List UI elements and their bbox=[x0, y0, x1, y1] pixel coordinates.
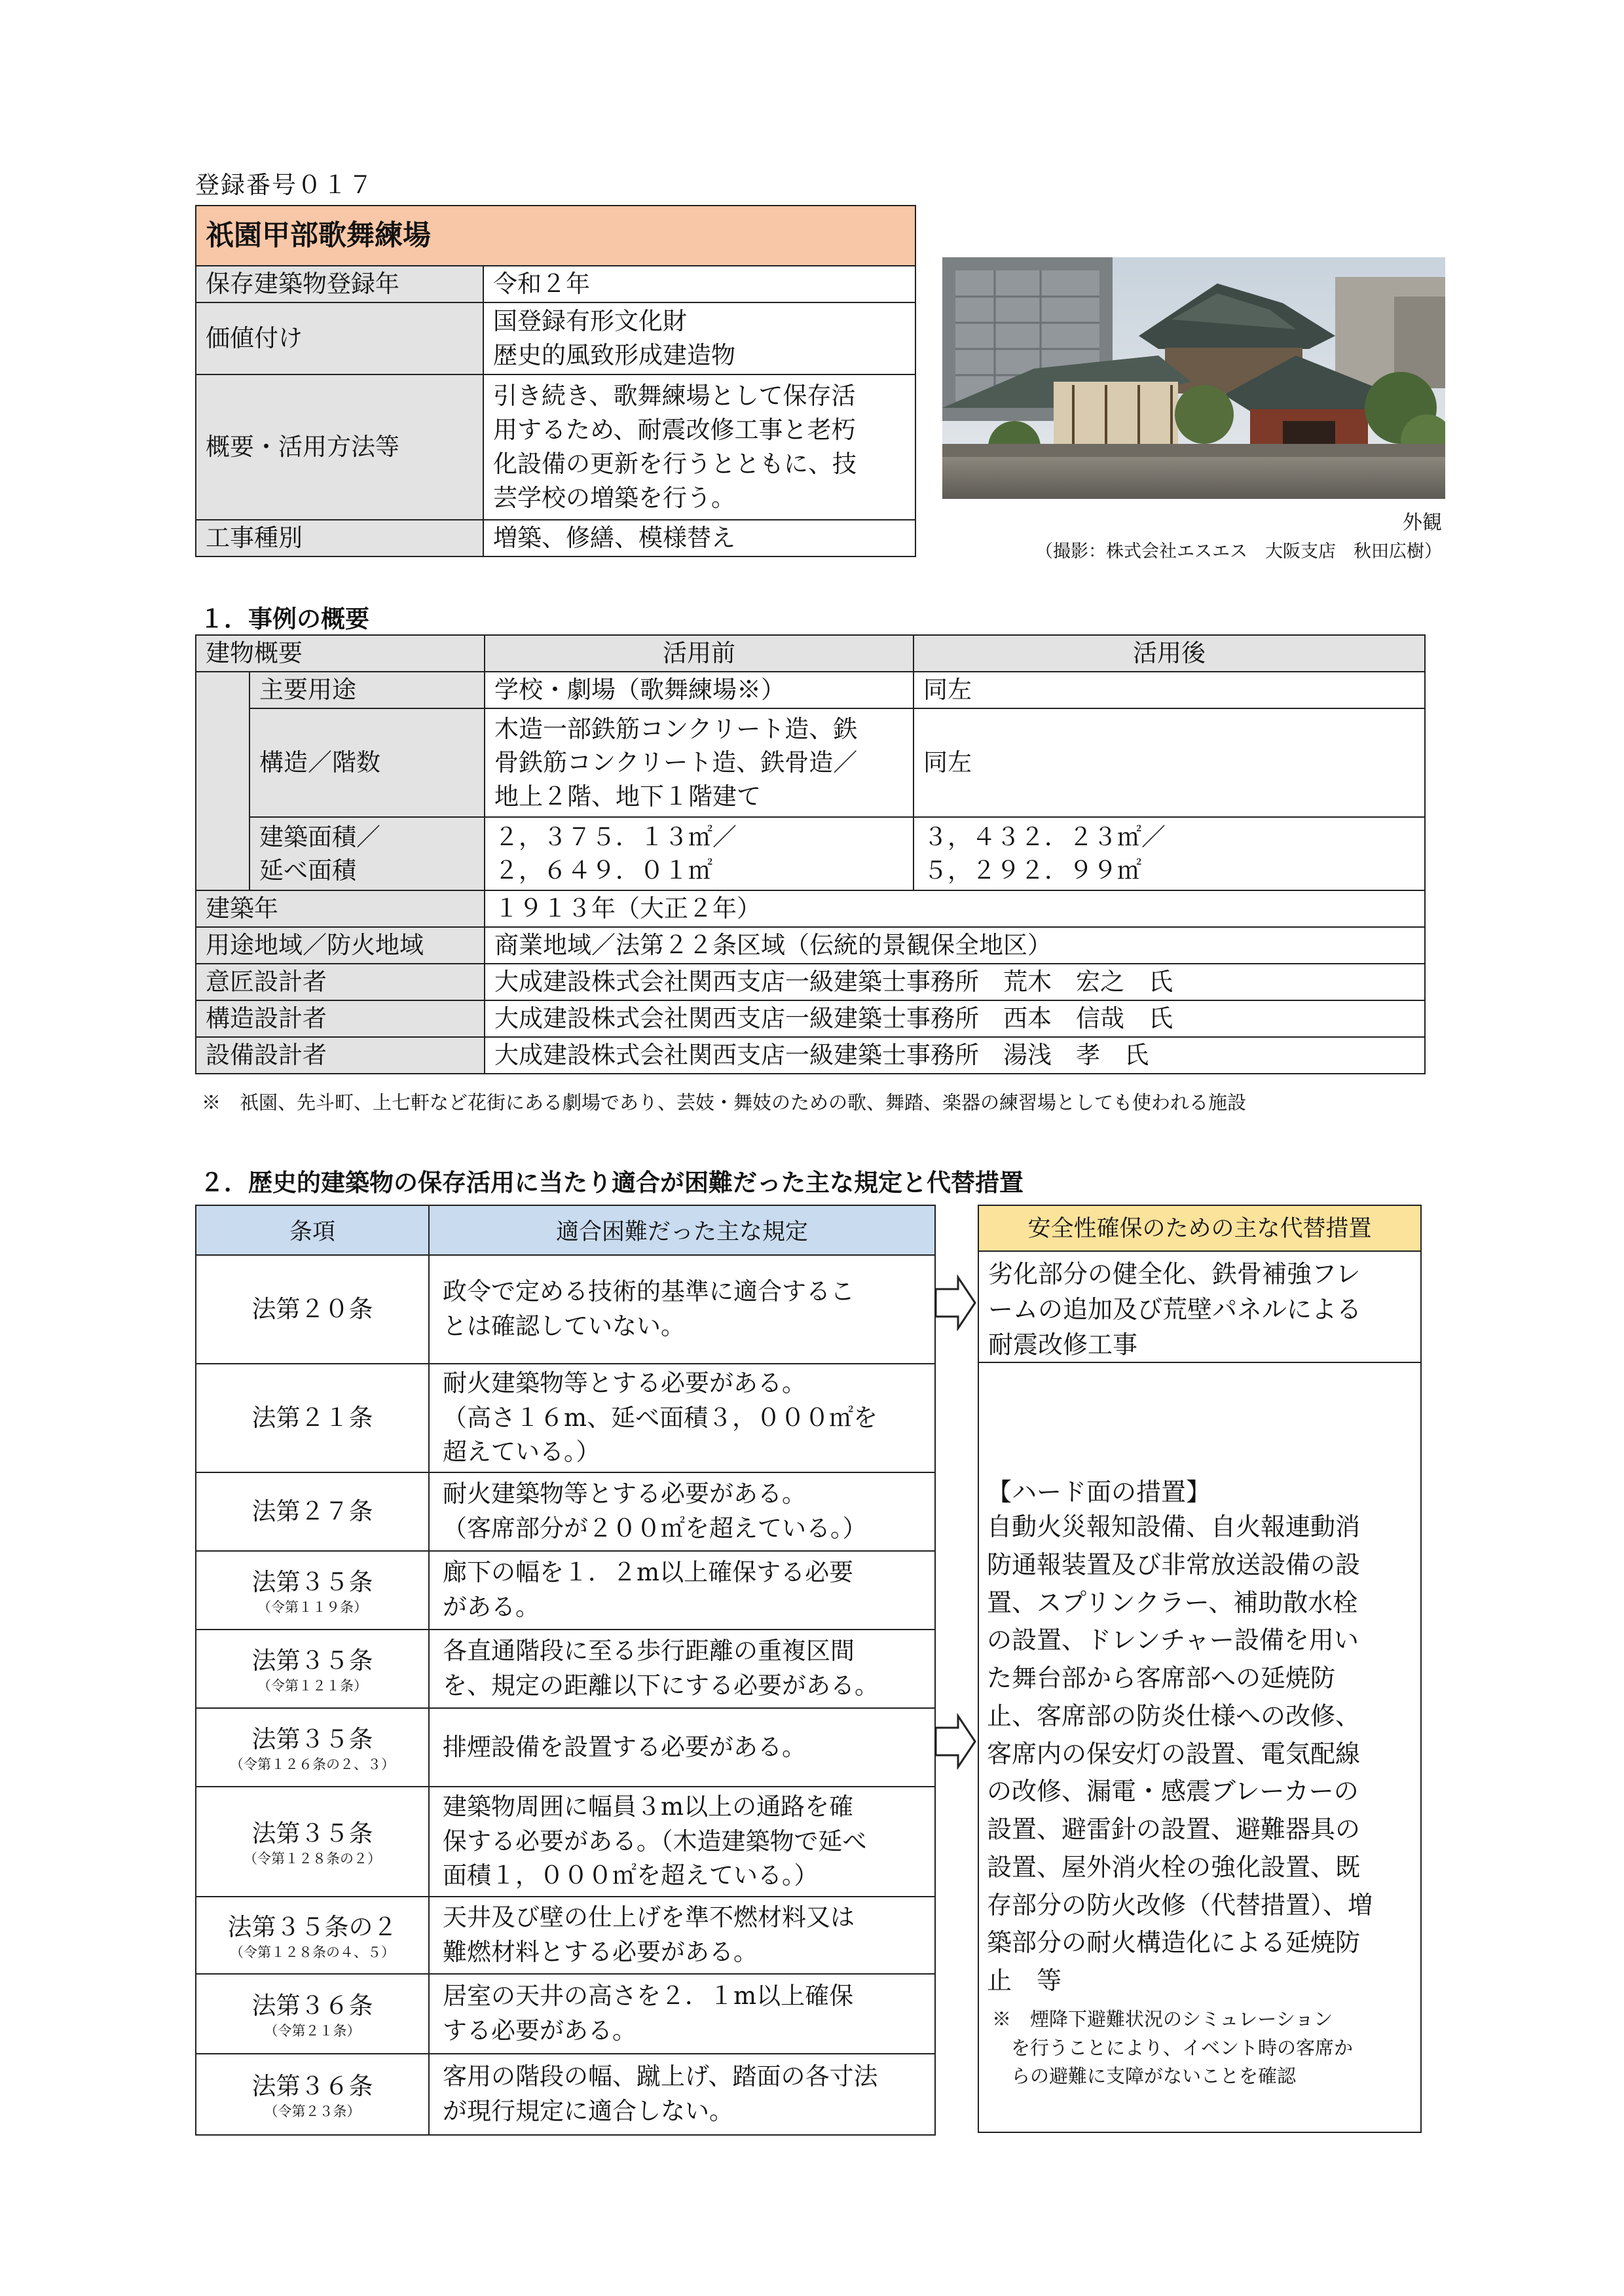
measure-line: 設置、屋外消火栓の強化設置、既 bbox=[987, 1852, 1361, 1882]
provision-row bbox=[196, 1472, 935, 1551]
header-label: 価値付け bbox=[196, 302, 483, 374]
provision-rule bbox=[429, 1630, 935, 1708]
measure-line: 設置、避雷針の設置、避難器具の bbox=[987, 1815, 1361, 1844]
article-sub: （令第１２６条の２、３） bbox=[230, 1756, 395, 1772]
rule-line: 面積１，０００㎡を超えている。） bbox=[443, 1861, 819, 1890]
column-header-before: 活用前 bbox=[485, 635, 913, 672]
column-header-article: 条項 bbox=[196, 1205, 429, 1255]
overview-before bbox=[485, 672, 913, 708]
provision-rule bbox=[429, 2054, 935, 2135]
header-table bbox=[195, 205, 916, 557]
overview-value-line: 同左 bbox=[923, 748, 972, 777]
rule-line: 客用の階段の幅、蹴上げ、踏面の各寸法 bbox=[443, 2062, 878, 2091]
simulation-note bbox=[992, 2005, 1411, 2091]
overview-label: 建築年 bbox=[196, 890, 485, 927]
provision-article bbox=[196, 1472, 429, 1551]
rule-line: がある。 bbox=[443, 1593, 540, 1621]
article-name: 法第３５条 bbox=[251, 1725, 373, 1754]
provision-row bbox=[196, 1897, 935, 1974]
overview-label: 用途地域／防火地域 bbox=[196, 927, 485, 964]
provision-row bbox=[196, 1787, 935, 1897]
rule-line: 天井及び壁の仕上げを準不燃材料又は bbox=[443, 1903, 855, 1932]
provision-article bbox=[196, 2054, 429, 2135]
article-name: 法第３６条 bbox=[251, 2072, 373, 2101]
overview-before bbox=[485, 708, 913, 817]
overview-label-line: 延べ面積 bbox=[259, 856, 356, 884]
header-value-line: 芸学校の増築を行う。 bbox=[493, 483, 735, 512]
article-name: 法第２７条 bbox=[251, 1497, 373, 1525]
overview-value: 大成建設株式会社関西支店一級建築士事務所 西本 信哉 氏 bbox=[485, 1000, 1425, 1037]
provision-article bbox=[196, 1974, 429, 2054]
overview-value-line: ２，６４９．０１㎡ bbox=[494, 856, 712, 884]
provision-rule bbox=[429, 1255, 935, 1364]
overview-value-line: ２，３７５．１３㎡／ bbox=[494, 822, 737, 851]
measure-hard-heading: 【ハード面の措置】 bbox=[987, 1478, 1211, 1506]
provision-rule bbox=[429, 1551, 935, 1630]
article-name: 法第２１条 bbox=[251, 1403, 373, 1432]
header-value bbox=[483, 374, 915, 520]
overview-label-line: 主要用途 bbox=[259, 676, 356, 704]
header-label: 概要・活用方法等 bbox=[196, 374, 483, 520]
header-value-line: 化設備の更新を行うとともに、技 bbox=[493, 450, 857, 478]
rule-line: を、規定の距離以下にする必要がある。 bbox=[443, 1671, 879, 1700]
building-title: 祇園甲部歌舞練場 bbox=[196, 206, 915, 266]
section-heading-provisions: ２．歴史的建築物の保存活用に当たり適合が困難だった主な規定と代替措置 bbox=[200, 1169, 1024, 1197]
overview-value: 商業地域／法第２２条区域（伝統的景観保全地区） bbox=[485, 927, 1425, 964]
overview-value: 大成建設株式会社関西支店一級建築士事務所 荒木 宏之 氏 bbox=[485, 964, 1425, 1000]
measure-line: の設置、ドレンチャー設備を用い bbox=[987, 1626, 1359, 1655]
overview-label bbox=[249, 708, 485, 817]
rule-line: 廊下の幅を１．２m以上確保する必要 bbox=[443, 1558, 854, 1587]
provision-rule bbox=[429, 1787, 935, 1897]
rule-line: 建築物周囲に幅員３m以上の通路を確 bbox=[443, 1793, 854, 1821]
overview-label-line: 建築面積／ bbox=[259, 822, 380, 851]
overview-value-line: 地上２階、地下１階建て bbox=[494, 782, 761, 811]
provision-rule bbox=[429, 1974, 935, 2054]
measure-line: ームの追加及び荒壁パネルによる bbox=[988, 1294, 1362, 1324]
overview-value-line: 学校・劇場（歌舞練場※） bbox=[494, 676, 785, 704]
header-value bbox=[483, 266, 915, 302]
provision-rule bbox=[429, 1364, 935, 1472]
building-exterior-photo bbox=[942, 257, 1445, 499]
rule-line: 居室の天井の高さを２．１m以上確保 bbox=[443, 1982, 854, 2011]
measure-line: 築部分の耐火構造化による延焼防 bbox=[987, 1928, 1361, 1958]
registration-number: 登録番号０１７ bbox=[195, 171, 374, 199]
measure-hard-body bbox=[987, 1508, 1414, 2000]
header-label: 工事種別 bbox=[196, 520, 483, 556]
measure-line: 防通報装置及び非常放送設備の設 bbox=[987, 1550, 1361, 1579]
overview-footnote: ※ 祇園、先斗町、上七軒など花街にある劇場であり、芸妓・舞妓のための歌、舞踏、楽器の練習場としても使われる施設 bbox=[202, 1091, 1247, 1114]
overview-label: 設備設計者 bbox=[196, 1037, 485, 1074]
measure-line: 劣化部分の健全化、鉄骨補強フレ bbox=[988, 1260, 1361, 1288]
provision-article bbox=[196, 1255, 429, 1364]
overview-value-line: 木造一部鉄筋コンクリート造、鉄 bbox=[494, 715, 858, 744]
overview-value-line: 骨鉄筋コンクリート造、鉄骨造／ bbox=[494, 748, 858, 777]
overview-value-line: 同左 bbox=[923, 676, 972, 704]
section-heading-overview: １．事例の概要 bbox=[200, 605, 369, 633]
provision-row bbox=[196, 1255, 935, 1364]
measure-seismic bbox=[978, 1250, 1422, 1363]
overview-value-line: ５，２９２．９９㎡ bbox=[923, 856, 1141, 884]
article-name: 法第３５条 bbox=[251, 1647, 373, 1675]
article-name: 法第３５条の２ bbox=[227, 1913, 397, 1942]
header-value-line: 国登録有形文化財 bbox=[493, 307, 687, 336]
overview-label bbox=[249, 672, 485, 708]
overview-label-line: 構造／階数 bbox=[259, 748, 380, 777]
article-sub: （令第１２１条） bbox=[257, 1677, 367, 1694]
article-sub: （令第１２８条の２） bbox=[244, 1850, 381, 1867]
provision-article bbox=[196, 1630, 429, 1708]
provision-rule bbox=[429, 1897, 935, 1974]
rule-line: とは確認していない。 bbox=[443, 1312, 685, 1340]
provision-row bbox=[196, 1551, 935, 1630]
overview-label: 意匠設計者 bbox=[196, 964, 485, 1000]
provision-row bbox=[196, 2054, 935, 2135]
header-value-line: 増築、修繕、模様替え bbox=[493, 524, 735, 553]
header-label: 保存建築物登録年 bbox=[196, 266, 483, 302]
measure-line: 止、客席部の防炎仕様への改修、 bbox=[987, 1701, 1361, 1730]
measure-line: 止 等 bbox=[987, 1966, 1062, 1995]
measure-line: た舞台部から客席部への延焼防 bbox=[987, 1664, 1336, 1692]
article-sub: （令第１２８条の４、５） bbox=[230, 1944, 395, 1960]
provision-rule bbox=[429, 1708, 935, 1787]
measure-hard bbox=[978, 1362, 1422, 2133]
overview-label: 構造設計者 bbox=[196, 1000, 485, 1037]
photo-caption: 外観 bbox=[1403, 511, 1442, 534]
provision-article bbox=[196, 1787, 429, 1897]
header-value-line: 令和２年 bbox=[493, 270, 590, 299]
measure-line: 耐震改修工事 bbox=[988, 1330, 1138, 1359]
article-name: 法第３５条 bbox=[251, 1568, 373, 1597]
overview-label: 建物概要 bbox=[196, 635, 485, 672]
article-name: 法第３６条 bbox=[251, 1992, 373, 2020]
provisions-table bbox=[195, 1205, 936, 2136]
rule-line: 難燃材料とする必要がある。 bbox=[443, 1938, 758, 1966]
provision-row bbox=[196, 1708, 935, 1787]
article-name: 法第２０条 bbox=[251, 1294, 373, 1323]
rule-line: する必要がある。 bbox=[443, 2016, 637, 2045]
rule-line: が現行規定に適合しない。 bbox=[443, 2097, 733, 2125]
measure-line: 客席内の保安灯の設置、電気配線 bbox=[987, 1739, 1361, 1768]
rule-line: （客席部分が２００㎡を超えている。） bbox=[443, 1514, 867, 1542]
provision-article bbox=[196, 1897, 429, 1974]
measure-line: 存部分の防火改修（代替措置）、増 bbox=[987, 1890, 1373, 1920]
overview-table bbox=[195, 634, 1426, 1074]
provision-article bbox=[196, 1364, 429, 1472]
overview-value: 大成建設株式会社関西支店一級建築士事務所 湯浅 孝 氏 bbox=[485, 1037, 1425, 1074]
measure-line: 自動火災報知設備、自火報連動消 bbox=[987, 1512, 1361, 1541]
overview-group-bar bbox=[196, 672, 249, 890]
provision-row bbox=[196, 1974, 935, 2054]
rule-line: 排煙設備を設置する必要がある。 bbox=[443, 1732, 806, 1761]
provision-row bbox=[196, 1630, 935, 1708]
overview-label bbox=[249, 817, 485, 890]
rule-line: （高さ１６m、延べ面積３，０００㎡を bbox=[443, 1403, 878, 1432]
measure-line: の改修、漏電・感震ブレーカーの bbox=[987, 1777, 1359, 1806]
column-header-after: 活用後 bbox=[913, 635, 1425, 672]
rule-line: 耐火建築物等とする必要がある。 bbox=[443, 1369, 806, 1398]
column-header-rule: 適合困難だった主な規定 bbox=[429, 1205, 935, 1255]
header-value-line: 歴史的風致形成建造物 bbox=[493, 341, 735, 369]
provision-rule bbox=[429, 1472, 935, 1551]
arrow-right-icon bbox=[934, 1713, 976, 1770]
provision-article bbox=[196, 1708, 429, 1787]
photo-credit: （撮影：株式会社エスエス 大阪支店 秋田広樹） bbox=[1035, 541, 1442, 562]
note-line: を行うことにより、イベント時の客席か bbox=[992, 2036, 1354, 2059]
header-value-line: 引き続き、歌舞練場として保存活 bbox=[493, 382, 856, 410]
overview-before bbox=[485, 817, 913, 890]
overview-after bbox=[913, 708, 1425, 817]
overview-value-line: ３，４３２．２３㎡／ bbox=[923, 822, 1166, 851]
provision-row bbox=[196, 1364, 935, 1472]
measure-line: 置、スプリンクラー、補助散水栓 bbox=[987, 1588, 1358, 1617]
article-sub: （令第２１条） bbox=[264, 2022, 361, 2039]
article-name: 法第３５条 bbox=[251, 1819, 373, 1848]
provision-article bbox=[196, 1551, 429, 1630]
header-value bbox=[483, 520, 915, 556]
column-header-measures: 安全性確保のための主な代替措置 bbox=[978, 1205, 1422, 1252]
overview-after bbox=[913, 672, 1425, 708]
rule-line: 各直通階段に至る歩行距離の重複区間 bbox=[443, 1637, 855, 1666]
rule-line: 超えている。） bbox=[443, 1438, 600, 1467]
article-sub: （令第１１９条） bbox=[257, 1599, 367, 1615]
arrow-right-icon bbox=[934, 1275, 976, 1331]
rule-line: 保する必要がある。（木造建築物で延べ bbox=[443, 1827, 867, 1855]
rule-line: 政令で定める技術的基準に適合するこ bbox=[443, 1277, 855, 1306]
overview-value: １９１３年（大正２年） bbox=[485, 890, 1425, 927]
overview-after bbox=[913, 817, 1425, 890]
note-line: らの避難に支障がないことを確認 bbox=[992, 2065, 1297, 2087]
header-value-line: 用するため、耐震改修工事と老朽 bbox=[493, 416, 856, 445]
note-line: ※ 煙降下避難状況のシミュレーション bbox=[992, 2008, 1333, 2030]
article-sub: （令第２３条） bbox=[264, 2103, 361, 2119]
header-value bbox=[483, 302, 915, 374]
rule-line: 耐火建築物等とする必要がある。 bbox=[443, 1480, 806, 1508]
